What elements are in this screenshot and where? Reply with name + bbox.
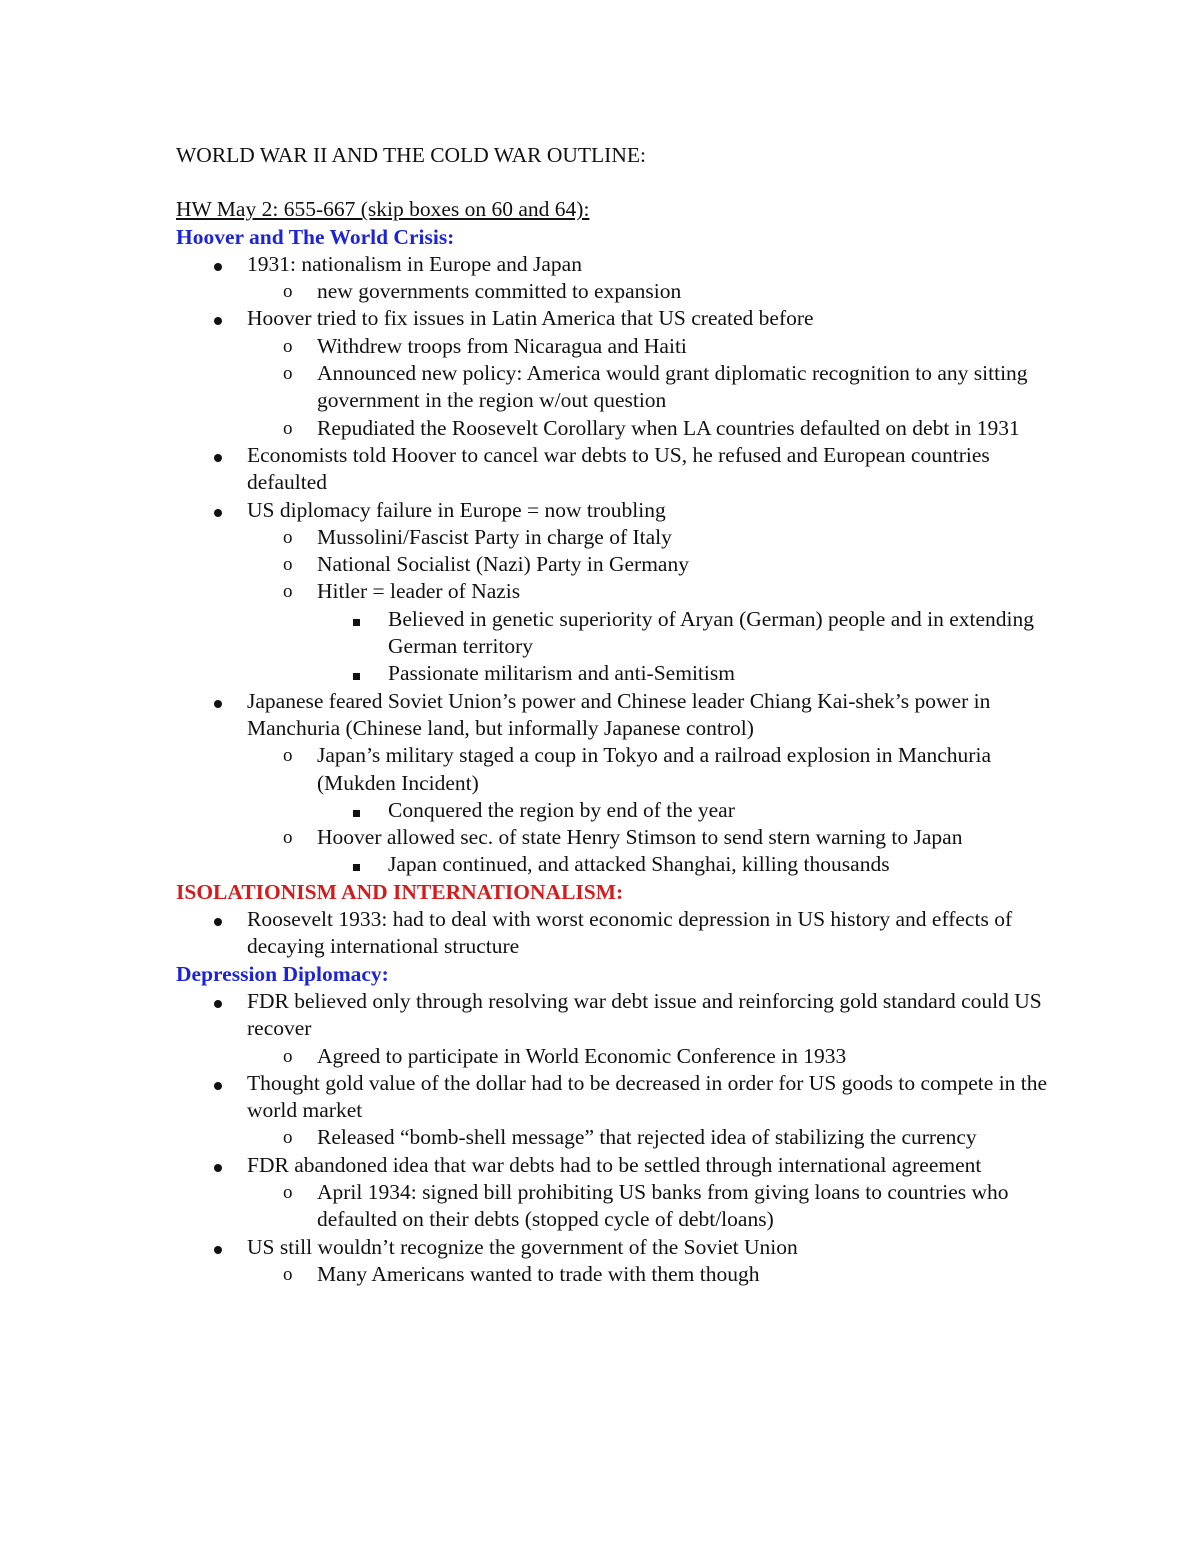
list-item: o Hitler = leader of Nazis: [176, 578, 1056, 605]
bullet-o-icon: o: [283, 1045, 293, 1067]
bullet-dot-icon: [214, 1152, 222, 1179]
bullet-dot-icon: [214, 1234, 222, 1261]
bullet-dot-icon: [214, 305, 222, 332]
bullet-o-icon: o: [283, 581, 293, 603]
bullet-o-icon: o: [283, 281, 293, 303]
bullet-dot-icon: [214, 988, 222, 1015]
list-item: 1931: nationalism in Europe and Japan: [176, 251, 1056, 278]
list-item: FDR believed only through resolving war debt issue and reinforcing gold standard could US recover: [176, 988, 1056, 1043]
bullet-square-icon: [353, 797, 360, 824]
bullet-o-icon: o: [283, 363, 293, 385]
bullet-o-icon: o: [283, 335, 293, 357]
spacer: [176, 169, 1056, 196]
section-heading-hoover: Hoover and The World Crisis:: [176, 224, 455, 249]
list-item: Japanese feared Soviet Union’s power and Chinese leader Chiang Kai-shek’s power in Manchuria (Chinese land, but informally Japanese control): [176, 688, 1056, 743]
list-item: o Hoover allowed sec. of state Henry Stimson to send stern warning to Japan: [176, 824, 1056, 851]
list-item: Conquered the region by end of the year: [176, 797, 1056, 824]
bullet-o-icon: o: [283, 526, 293, 548]
document-page: [176, 142, 1056, 1288]
list-item: US diplomacy failure in Europe = now troubling: [176, 497, 1056, 524]
list-item: Japan continued, and attacked Shanghai, killing thousands: [176, 851, 1056, 878]
list-item: Roosevelt 1933: had to deal with worst economic depression in US history and effects of decaying international structure: [176, 906, 1056, 961]
list-item: o Agreed to participate in World Economic Conference in 1933: [176, 1043, 1056, 1070]
bullet-dot-icon: [214, 442, 222, 469]
list-item: Thought gold value of the dollar had to be decreased in order for US goods to compete in the world market: [176, 1070, 1056, 1125]
bullet-dot-icon: [214, 688, 222, 715]
bullet-o-icon: o: [283, 417, 293, 439]
list-item: o April 1934: signed bill prohibiting US banks from giving loans to countries who defaulted on their debts (stopped cycle of debt/loans): [283, 1179, 1009, 1232]
bullet-dot-icon: [214, 251, 222, 278]
bullet-dot-icon: [214, 497, 222, 524]
section-heading-isolationism: ISOLATIONISM AND INTERNATIONALISM:: [176, 879, 624, 904]
bullet-o-icon: o: [283, 1127, 293, 1149]
bullet-o-icon: o: [283, 1181, 293, 1203]
bullet-o-icon: o: [283, 827, 293, 849]
bullet-dot-icon: [214, 906, 222, 933]
list-item: o Announced new policy: America would grant diplomatic recognition to any sitting government in the region w/out question: [283, 361, 1028, 413]
list-item: Hoover tried to fix issues in Latin America that US created before: [176, 305, 1056, 332]
list-item: o new governments committed to expansion: [176, 278, 1056, 305]
list-item: o Many Americans wanted to trade with them though: [176, 1261, 1056, 1288]
bullet-square-icon: [353, 851, 360, 878]
section-heading-depression-diplomacy: Depression Diplomacy:: [176, 961, 389, 986]
list-item: o Mussolini/Fascist Party in charge of Italy: [176, 524, 1056, 551]
bullet-o-icon: o: [283, 1263, 293, 1285]
homework-line: HW May 2: 655-667 (skip boxes on 60 and 64):: [176, 197, 590, 222]
list-item: o Withdrew troops from Nicaragua and Haiti: [176, 333, 1056, 360]
list-item: o Repudiated the Roosevelt Corollary when LA countries defaulted on debt in 1931: [176, 415, 1056, 442]
list-item: FDR abandoned idea that war debts had to be settled through international agreement: [176, 1152, 1056, 1179]
bullet-square-icon: [353, 660, 360, 687]
bullet-dot-icon: [214, 1070, 222, 1097]
list-item: Passionate militarism and anti-Semitism: [176, 660, 1056, 687]
document-title: WORLD WAR II AND THE COLD WAR OUTLINE:: [176, 143, 646, 167]
list-item: o Japan’s military staged a coup in Tokyo and a railroad explosion in Manchuria (Mukden Incident): [283, 743, 991, 795]
list-item: Believed in genetic superiority of Aryan (German) people and in extending German territory: [176, 606, 1056, 661]
bullet-square-icon: [353, 606, 360, 633]
list-item: Economists told Hoover to cancel war debts to US, he refused and European countries defaulted: [176, 442, 1056, 497]
bullet-o-icon: o: [283, 745, 293, 767]
list-item: o National Socialist (Nazi) Party in Germany: [176, 551, 1056, 578]
list-item: US still wouldn’t recognize the government of the Soviet Union: [176, 1234, 1056, 1261]
bullet-o-icon: o: [283, 554, 293, 576]
list-item: o Released “bomb-shell message” that rejected idea of stabilizing the currency: [176, 1124, 1056, 1151]
